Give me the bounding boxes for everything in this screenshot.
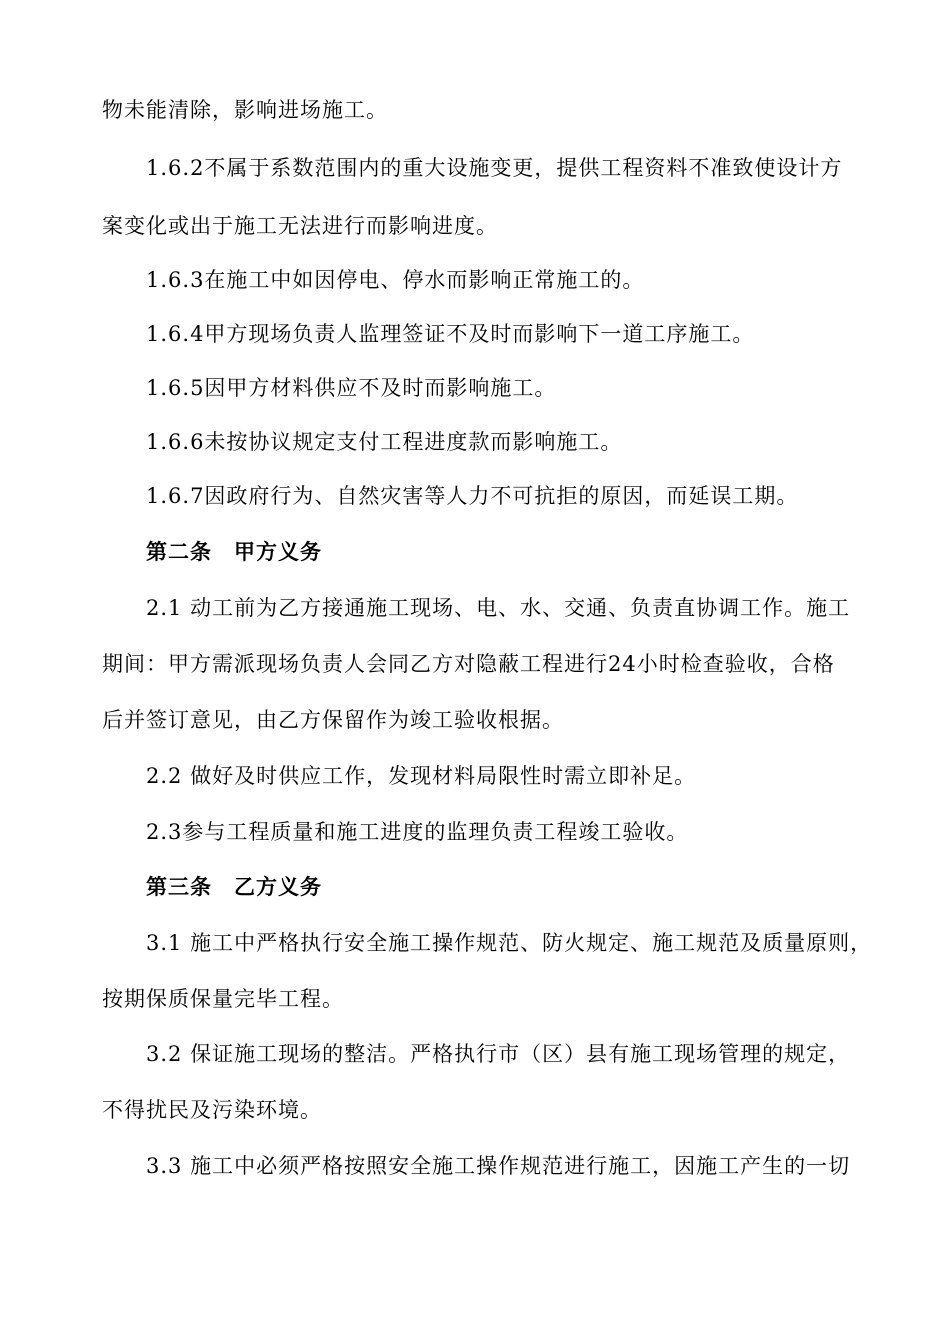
text-line-17: 按期保质保量完毕工程。	[102, 987, 344, 1011]
text-line-12: 后并签订意见，由乙方保留作为竣工验收根据。	[102, 708, 564, 732]
text-line-11: 期间：甲方需派现场负责人会同乙方对隐蔽工程进行24小时检查验收，合格	[102, 652, 835, 676]
section-heading-party-b: 第三条 乙方义务	[146, 874, 322, 899]
text-line-6: 1.6.5因甲方材料供应不及时而影响施工。	[146, 376, 557, 400]
text-line-5: 1.6.4甲方现场负责人监理签证不及时而影响下一道工序施工。	[146, 322, 755, 346]
text-line-1: 物未能清除，影响进场施工。	[102, 98, 388, 122]
text-line-4: 1.6.3在施工中如因停电、停水而影响正常施工的。	[146, 268, 645, 292]
text-line-20: 3.3 施工中必须严格按照安全施工操作规范进行施工，因施工产生的一切	[146, 1154, 851, 1178]
text-line-7: 1.6.6未按协议规定支付工程进度款而影响施工。	[146, 430, 623, 454]
text-line-14: 2.3参与工程质量和施工进度的监理负责工程竣工验收。	[146, 820, 689, 844]
text-line-13: 2.2 做好及时供应工作，发现材料局限性时需立即补足。	[146, 764, 697, 788]
text-line-3: 案变化或出于施工无法进行而影响进度。	[102, 214, 498, 238]
text-line-8: 1.6.7因政府行为、自然灾害等人力不可抗拒的原因，而延误工期。	[146, 484, 799, 508]
text-line-19: 不得扰民及污染环境。	[102, 1098, 322, 1122]
text-line-16: 3.1 施工中严格执行安全施工操作规范、防火规定、施工规范及质量原则，	[146, 931, 873, 955]
text-line-18: 3.2 保证施工现场的整洁。严格执行市（区）县有施工现场管理的规定，	[146, 1042, 851, 1066]
section-heading-party-a: 第二条 甲方义务	[146, 539, 322, 564]
text-line-2: 1.6.2不属于系数范围内的重大设施变更，提供工程资料不准致使设计方	[146, 156, 843, 180]
text-line-10: 2.1 动工前为乙方接通施工现场、电、水、交通、负责直协调工作。施工	[146, 596, 851, 620]
